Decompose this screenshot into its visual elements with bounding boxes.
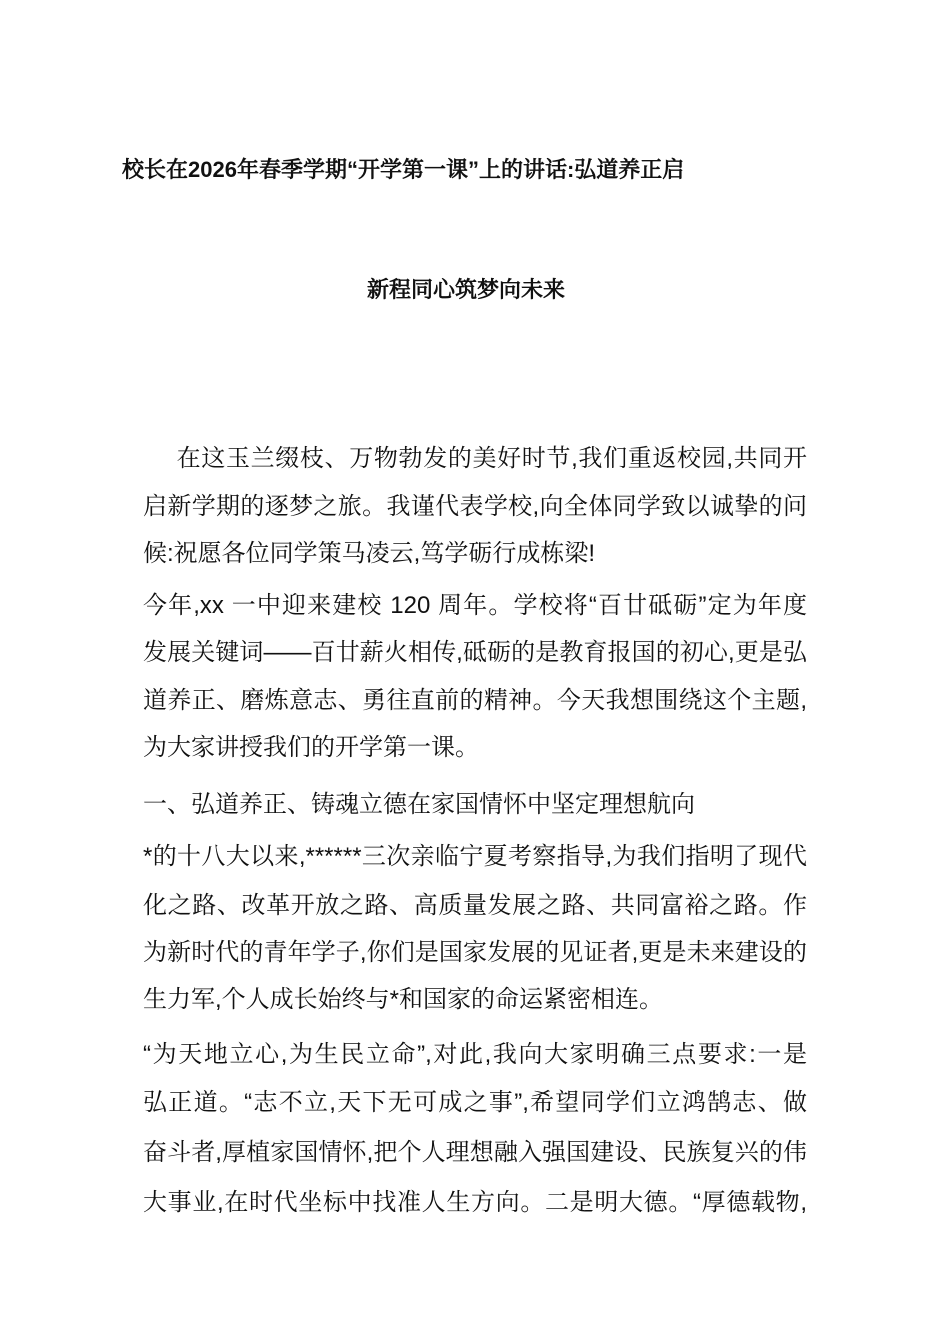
paragraph-line: 为新时代的青年学子,你们是国家发展的见证者,更是未来建设的 [143, 939, 807, 966]
paragraph-line: *的十八大以来,******三次亲临宁夏考察指导,为我们指明了现代 [143, 843, 807, 870]
paragraph-line: 大事业,在时代坐标中找准人生方向。二是明大德。“厚德载物, [143, 1189, 807, 1216]
paragraph-line: 为大家讲授我们的开学第一课。 [143, 734, 479, 761]
document-title-line-1: 校长在2026年春季学期“开学第一课”上的讲话:弘道养正启 [122, 157, 685, 182]
paragraph-line: 今年,xx 一中迎来建校 120 周年。学校将“百廿砥砺”定为年度 [143, 592, 807, 619]
paragraph-line: 道养正、磨炼意志、勇往直前的精神。今天我想围绕这个主题, [143, 687, 807, 714]
paragraph-line: 化之路、改革开放之路、高质量发展之路、共同富裕之路。作 [143, 892, 807, 919]
paragraph-line: 在这玉兰缀枝、万物勃发的美好时节,我们重返校园,共同开 [152, 445, 807, 472]
paragraph-line: 弘正道。“志不立,天下无可成之事”,希望同学们立鸿鹄志、做 [143, 1089, 807, 1116]
paragraph-line: 发展关键词——百廿薪火相传,砥砺的是教育报国的初心,更是弘 [143, 639, 807, 666]
paragraph-line: “为天地立心,为生民立命”,对此,我向大家明确三点要求:一是 [143, 1041, 807, 1068]
section-heading: 一、弘道养正、铸魂立德在家国情怀中坚定理想航向 [143, 791, 695, 818]
paragraph-line: 生力军,个人成长始终与*和国家的命运紧密相连。 [143, 986, 664, 1013]
paragraph-line: 启新学期的逐梦之旅。我谨代表学校,向全体同学致以诚挚的问 [143, 493, 807, 520]
paragraph-line: 奋斗者,厚植家国情怀,把个人理想融入强国建设、民族复兴的伟 [143, 1139, 807, 1166]
paragraph-line: 候:祝愿各位同学策马凌云,笃学砺行成栋梁! [143, 540, 596, 567]
document-title-line-2: 新程同心筑梦向未来 [367, 277, 566, 302]
